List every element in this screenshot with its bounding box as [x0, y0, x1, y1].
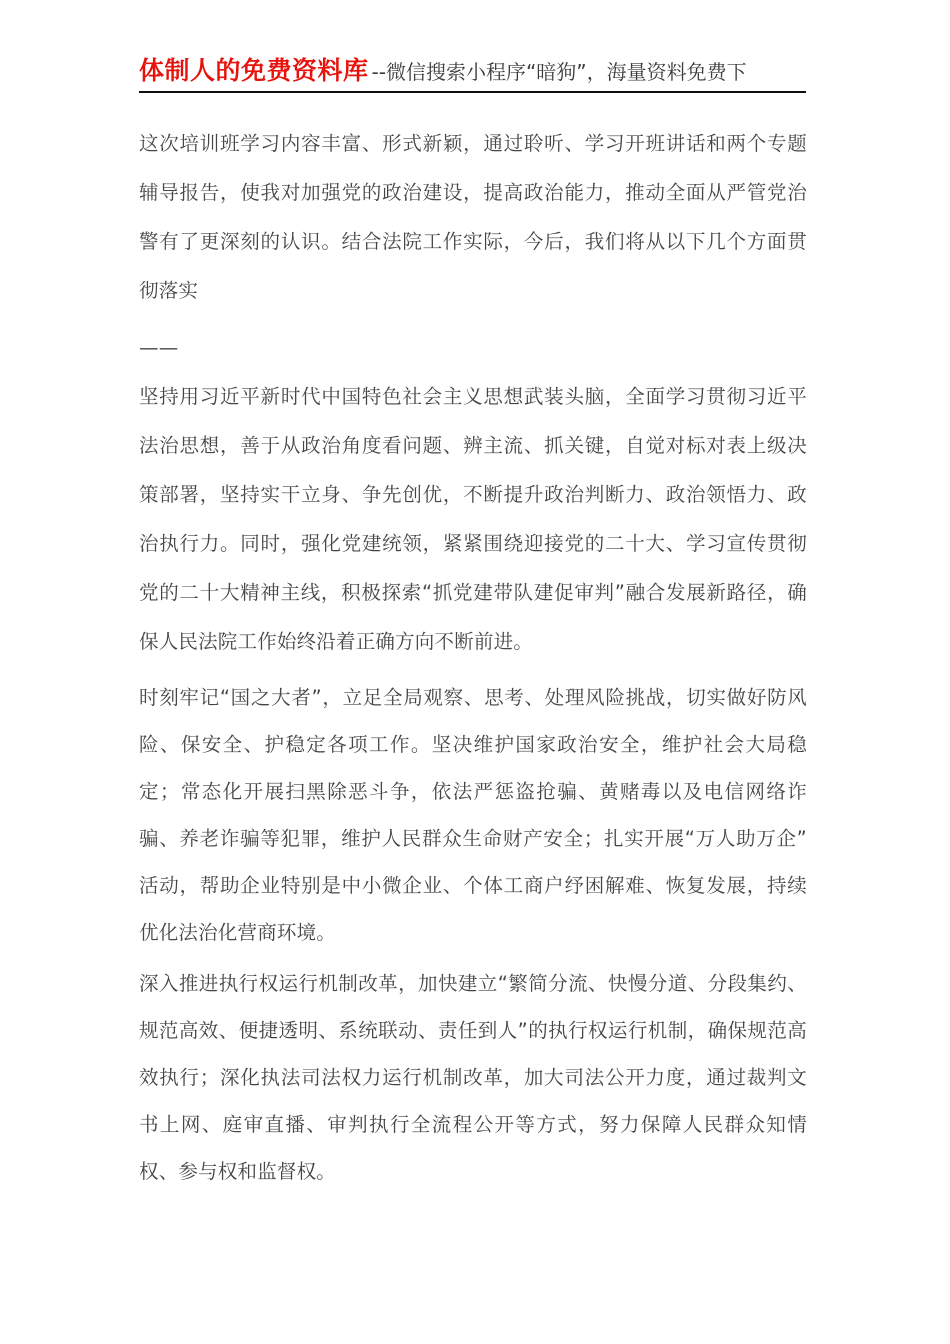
paragraph-1-trailing-dash: ——	[139, 336, 179, 359]
promo-brand-text: 体制人的免费资料库	[139, 56, 369, 85]
promo-header-banner	[139, 0, 807, 83]
document-body	[139, 119, 807, 1195]
page-content-column	[139, 0, 807, 1199]
promo-subtitle-text: --微信搜索小程序“暗狗”，海量资料免费下	[371, 60, 747, 84]
header-divider-rule	[139, 91, 806, 93]
paragraph-4: 深入推进执行权运行机制改革，加快建立“繁简分流、快慢分道、分段集约、规范高效、便捷透明、系统联动、责任到人”的执行权运行机制，确保规范高效执行；深化执法司法权力运行机制改革，加大司法公开力度，通过裁判文书上网、庭审直播、审判执行全流程公开等方式，努力保障人民群众知情权、参与权和监督权。	[139, 972, 807, 1183]
paragraph-2: 坚持用习近平新时代中国特色社会主义思想武装头脑，全面学习贯彻习近平法治思想，善于从政治角度看问题、辨主流、抓关键，自觉对标对表上级决策部署，坚持实干立身、争先创优，不断提升政治判断力、政治领悟力、政治执行力。同时，强化党建统领，紧紧围绕迎接党的二十大、学习宣传贯彻党的二十大精神主线，积极探索“抓党建带队建促审判”融合发展新路径，确保人民法院工作始终沿着正确方向不断前进。	[139, 385, 807, 653]
paragraph-3: 时刻牢记“国之大者”，立足全局观察、思考、处理风险挑战，切实做好防风险、保安全、护稳定各项工作。坚决维护国家政治安全，维护社会大局稳定；常态化开展扫黑除恶斗争，依法严惩盗抢骗、黄赌毒以及电信网络诈骗、养老诈骗等犯罪，维护人民群众生命财产安全；扎实开展“万人助万企”活动，帮助企业特别是中小微企业、个体工商户纾困解难、恢复发展，持续优化法治化营商环境。	[139, 686, 807, 944]
paragraph-1: 这次培训班学习内容丰富、形式新颖，通过聆听、学习开班讲话和两个专题辅导报告，使我对加强党的政治建设，提高政治能力，推动全面从严管党治警有了更深刻的认识。结合法院工作实际，今后，我们将从以下几个方面贯彻落实	[139, 132, 807, 302]
